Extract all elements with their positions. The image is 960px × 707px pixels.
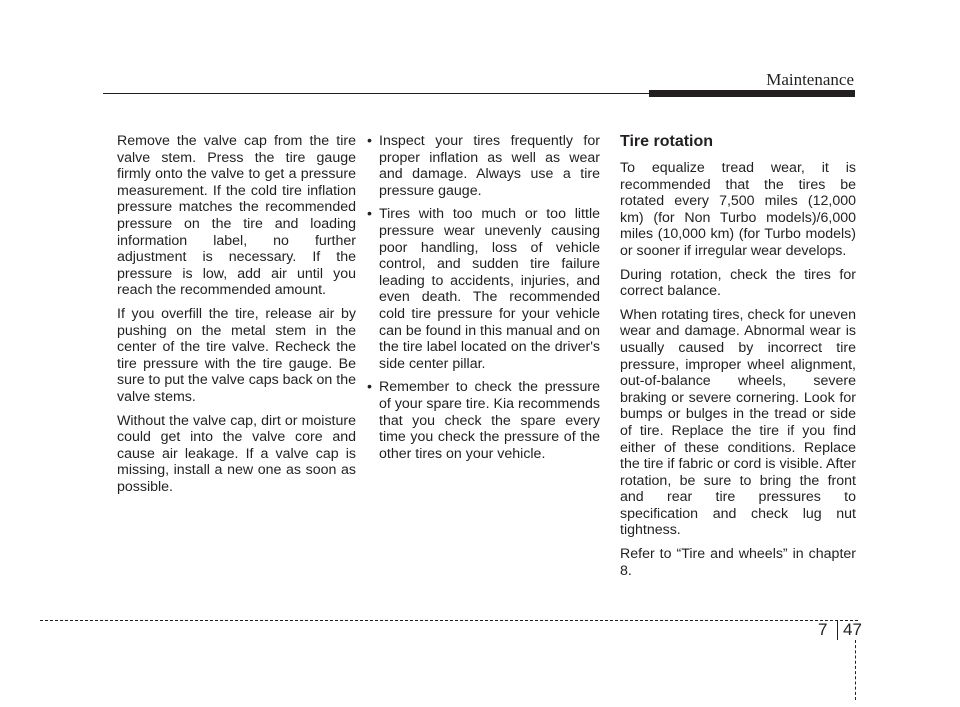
bullet-text: Remember to check the pressure of your spare tire. Kia recommends that you check the spare every time you check the pressure of the other tires on your vehicle.	[379, 379, 600, 462]
bullet-text: Inspect your tires frequently for proper inflation as well as wear and damage. Always use a tire pressure gauge.	[379, 133, 600, 199]
paragraph: Refer to “Tire and wheels” in chapter 8.	[620, 546, 856, 579]
header-rule	[103, 93, 651, 94]
bullet-item	[367, 133, 600, 199]
paragraph: Remove the valve cap from the tire valve stem. Press the tire gauge firmly onto the valve to get a pressure measurement. If the cold tire inflation pressure matches the recommended pressure on the tire and loading information label, no further adjustment is necessary. If the pressure is low, add air until you reach the recommended amount.	[117, 133, 356, 299]
footer-dashed-rule	[40, 620, 858, 621]
section-title: Maintenance	[766, 70, 854, 89]
header-rule-accent	[649, 90, 855, 97]
page-number-separator	[837, 620, 838, 640]
column-right	[620, 133, 856, 586]
bullet-dot: •	[367, 206, 372, 223]
column-left	[117, 133, 356, 502]
bullet-item	[367, 379, 600, 462]
chapter-number: 7	[818, 620, 828, 639]
column-middle	[367, 133, 600, 469]
paragraph: To equalize tread wear, it is recommended that the tires be rotated every 7,500 miles (12,000 km) (for Non Turbo models)/6,000 miles (10,000 km) (for Turbo models) or sooner if irregular wear develops.	[620, 160, 856, 259]
paragraph: Without the valve cap, dirt or moisture could get into the valve core and cause air leakage. If a valve cap is missing, install a new one as soon as possible.	[117, 412, 356, 495]
paragraph: When rotating tires, check for uneven wear and damage. Abnormal wear is usually caused by incorrect tire pressure, improper wheel alignment, out-of-balance wheels, severe braking or severe cornering. Look for bumps or bulges in the tread or side of tire. Replace the tire if you find either of these conditions. Replace the tire if fabric or cord is visible. After rotation, be sure to bring the front and rear tire pressures to specification and check lug nut tightness.	[620, 306, 856, 539]
page-number: 47	[843, 620, 862, 639]
section-heading: Tire rotation	[620, 133, 714, 150]
bullet-dot: •	[367, 133, 372, 149]
bullet-list	[367, 133, 600, 462]
bullet-dot: •	[367, 379, 372, 396]
footer-dashed-divider	[855, 640, 856, 700]
paragraph: During rotation, check the tires for correct balance.	[620, 266, 856, 300]
bullet-item	[367, 206, 600, 372]
bullet-text: Tires with too much or too little pressure wear unevenly causing poor handling, loss of vehicle control, and sudden tire failure leading to accidents, injuries, and even death. The recommended cold tire pressure for your vehicle can be found in this manual and on the tire label located on the driver's side center pillar.	[379, 206, 600, 372]
paragraph: If you overfill the tire, release air by pushing on the metal stem in the center of the tire valve. Recheck the tire pressure with the tire gauge. Be sure to put the valve caps back on the valve stems.	[117, 305, 356, 405]
